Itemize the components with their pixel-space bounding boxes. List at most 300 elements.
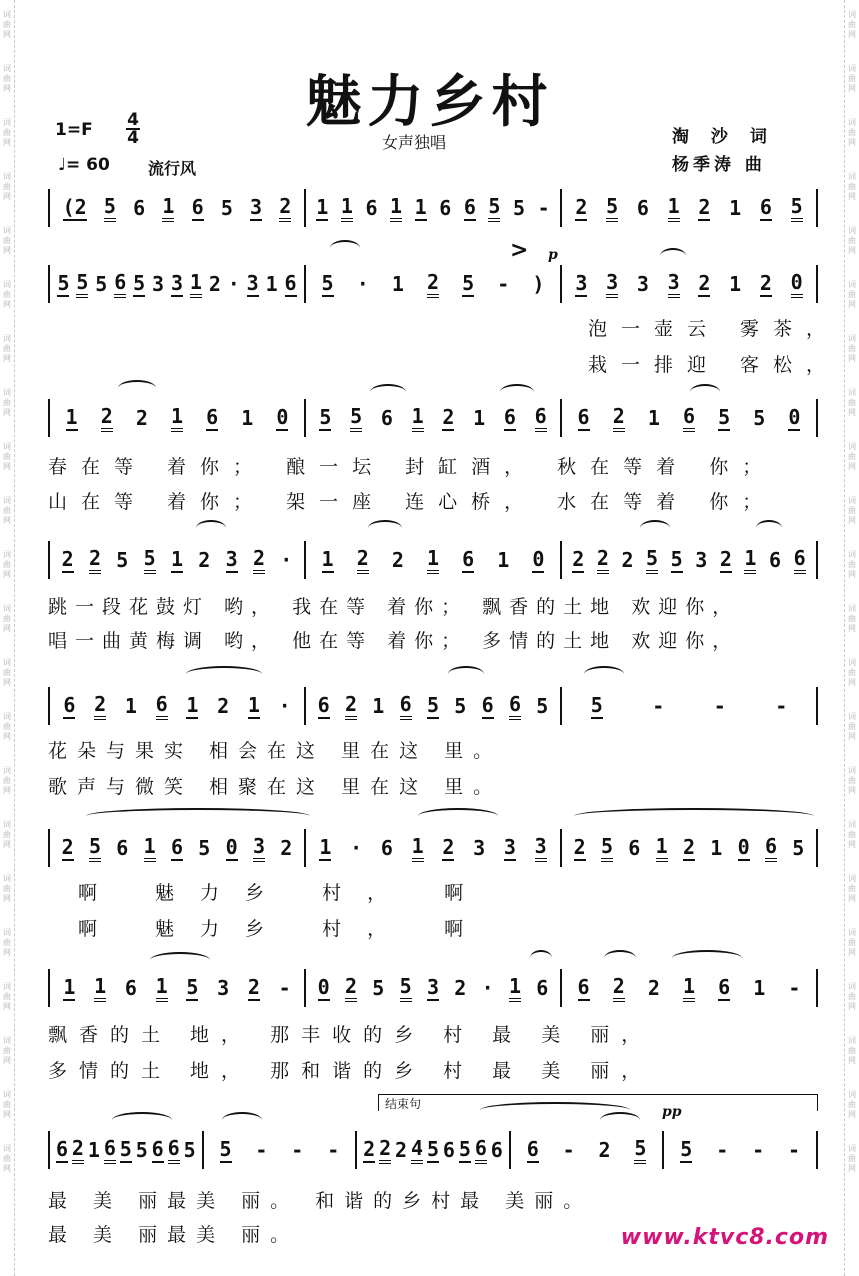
lyric-line: 最 美 丽最美 丽。 和谐的乡村最 美丽。 xyxy=(48,1190,593,1212)
measure xyxy=(562,974,816,1002)
measure xyxy=(50,692,304,720)
note: 2 xyxy=(395,1138,408,1162)
note: - xyxy=(278,976,291,1000)
note: 5 xyxy=(791,194,803,222)
slur-arc xyxy=(600,1112,640,1128)
composer-credit: 杨季涛 曲 xyxy=(672,155,766,175)
note: 5 xyxy=(646,546,658,574)
dynamic-p: p xyxy=(548,247,558,263)
note: 5 xyxy=(104,194,116,222)
slur-arc xyxy=(672,950,742,966)
note: 2 xyxy=(94,692,106,720)
side-watermark-mark: 词 曲 网 xyxy=(3,1090,11,1119)
note: 1 xyxy=(372,694,385,718)
note: 6 xyxy=(151,1137,164,1161)
slur-arc xyxy=(756,520,782,536)
note: 5 xyxy=(426,693,439,717)
note: 1 xyxy=(321,547,334,571)
note: 6 xyxy=(683,404,695,432)
note: 6 xyxy=(794,546,806,574)
side-watermark-mark: 词 曲 网 xyxy=(848,658,856,687)
lyric-line: 歌声与微笑 相聚在这 里在这 里。 xyxy=(48,776,503,798)
note: 6 xyxy=(509,692,521,720)
note: 1 xyxy=(414,195,427,219)
music-row xyxy=(48,186,818,230)
lyric-line: 花朵与果实 相会在这 里在这 里。 xyxy=(48,740,503,762)
note: 2 xyxy=(682,835,695,859)
side-watermark-mark: 词 曲 网 xyxy=(3,550,11,579)
note: 5 xyxy=(89,834,101,862)
note: - xyxy=(327,1138,340,1162)
note: 2 xyxy=(89,546,101,574)
note: 5 xyxy=(513,196,526,220)
note: 5 xyxy=(133,271,146,295)
note: - xyxy=(787,1138,801,1162)
slur-arc xyxy=(574,808,814,824)
side-watermark-mark: 词 曲 网 xyxy=(848,1036,856,1065)
measure xyxy=(562,546,816,574)
note: (2 xyxy=(62,195,87,219)
side-watermark-mark: 词 曲 网 xyxy=(3,334,11,363)
measure xyxy=(306,834,560,862)
note: 1 xyxy=(729,272,742,296)
note: 6 xyxy=(284,271,297,295)
measure xyxy=(50,404,304,432)
lyric-line: 多情的土 地， 那和谐的乡 村 最 美 丽， xyxy=(48,1060,653,1082)
note: 0 xyxy=(532,547,545,571)
note: 6 xyxy=(168,1136,180,1164)
note: 1 xyxy=(412,404,424,432)
note: 6 xyxy=(55,1137,68,1161)
note: 1 xyxy=(156,974,168,1002)
side-watermark-mark: 词 曲 网 xyxy=(848,64,856,93)
side-watermark-mark: 词 曲 网 xyxy=(3,442,11,471)
side-watermark-mark: 词 曲 网 xyxy=(3,712,11,741)
side-watermark-mark: 词 曲 网 xyxy=(3,1144,11,1173)
note: 6 xyxy=(526,1137,539,1161)
measure xyxy=(562,194,816,222)
note: 2 xyxy=(61,547,74,571)
lyric-line: 飘香的土 地， 那丰收的乡 村 最 美 丽， xyxy=(48,1024,653,1046)
note: 6 xyxy=(759,195,772,219)
slur-arc xyxy=(584,666,624,682)
side-watermark-mark: 词 曲 网 xyxy=(848,280,856,309)
note: 2 xyxy=(345,974,357,1002)
note: 1 xyxy=(94,974,106,1002)
note: 1 xyxy=(190,270,202,298)
side-watermark-mark: 词 曲 网 xyxy=(848,226,856,255)
slur-arc xyxy=(330,240,360,256)
measure xyxy=(306,270,560,298)
note: 5 xyxy=(183,1138,196,1162)
note: 6 xyxy=(114,270,126,298)
note: 6 xyxy=(206,405,219,429)
note: 6 xyxy=(462,547,475,571)
note: 1 xyxy=(753,976,766,1000)
note: · xyxy=(350,836,363,860)
note: 2 xyxy=(575,195,588,219)
note: 2 xyxy=(363,1137,376,1161)
note: 5 xyxy=(462,271,475,295)
note: 6 xyxy=(124,976,137,1000)
note: · xyxy=(280,548,293,572)
side-watermark-mark: 词 曲 网 xyxy=(3,118,11,147)
barline xyxy=(816,265,818,303)
note: 5 xyxy=(458,1137,471,1161)
lyric-line: 栽一排迎 客松， xyxy=(588,354,840,376)
side-watermark-mark: 词 曲 网 xyxy=(848,442,856,471)
note: 1 xyxy=(497,548,510,572)
note: - xyxy=(652,694,665,718)
note: 2 xyxy=(198,548,211,572)
slur-arc xyxy=(660,248,686,264)
note: 5 xyxy=(95,272,108,296)
note: 6 xyxy=(718,975,731,999)
note: 5 xyxy=(198,836,211,860)
side-watermark-mark: 词 曲 网 xyxy=(848,766,856,795)
side-watermark-mark: 词 曲 网 xyxy=(848,928,856,957)
note: 1 xyxy=(265,272,278,296)
note: 3 xyxy=(170,271,184,295)
measure xyxy=(50,270,304,298)
note: 5 xyxy=(670,547,683,571)
note: 5 xyxy=(718,405,731,429)
note: 2 xyxy=(253,546,265,574)
note: 6 xyxy=(577,405,590,429)
side-watermark-mark: 词 曲 网 xyxy=(3,658,11,687)
slur-arc xyxy=(196,520,226,536)
side-watermark-mark: 词 曲 网 xyxy=(3,982,11,1011)
note: 6 xyxy=(380,836,393,860)
slur-arc xyxy=(448,666,484,682)
singer-label: 女声独唱 xyxy=(382,133,447,152)
note: 1 xyxy=(65,405,78,429)
barline xyxy=(816,1131,818,1169)
slur-arc xyxy=(368,520,402,536)
note: 6 xyxy=(63,693,76,717)
note: 2 xyxy=(280,836,293,860)
note: 0 xyxy=(737,835,750,859)
note: 1 xyxy=(247,693,260,717)
note: 6 xyxy=(490,1138,503,1162)
note: 6 xyxy=(104,1136,116,1164)
lyric-line: 泡一壶云 雾茶， xyxy=(588,318,840,340)
note: 0 xyxy=(276,405,289,429)
music-row xyxy=(48,684,818,728)
note: 3 xyxy=(217,976,230,1000)
slur-arc xyxy=(640,520,670,536)
note: 3 xyxy=(575,271,588,295)
note: 5 xyxy=(400,974,412,1002)
note: 6 xyxy=(536,976,549,1000)
slur-arc xyxy=(500,384,534,400)
note: - xyxy=(775,694,788,718)
note: 3 xyxy=(253,834,265,862)
note: - xyxy=(788,976,801,1000)
ending-label: 结束句 xyxy=(385,1097,422,1111)
slur-arc xyxy=(530,950,552,966)
slur-arc xyxy=(418,808,498,824)
note: 1 xyxy=(427,546,439,574)
note: - xyxy=(562,1138,575,1162)
note: 2 xyxy=(759,271,772,295)
note: 6 xyxy=(317,693,330,717)
note: 5 xyxy=(590,693,603,717)
slur-arc xyxy=(118,380,156,396)
note: 1 xyxy=(241,406,254,430)
note: - xyxy=(497,272,510,296)
lyric-line: 春在等 着你； 酿一坛 封缸酒， 秋在等着 你； xyxy=(48,456,776,478)
side-watermark-mark: 词 曲 网 xyxy=(848,172,856,201)
side-watermark-mark: 词 曲 网 xyxy=(3,1036,11,1065)
note: 2 xyxy=(391,548,404,572)
note: 2 xyxy=(598,1138,611,1162)
side-watermark-mark: 词 曲 网 xyxy=(848,1090,856,1119)
note: 6 xyxy=(116,836,129,860)
note: 6 xyxy=(400,692,412,720)
note: 5 xyxy=(488,194,500,222)
note: · xyxy=(227,272,240,296)
note: ) xyxy=(532,272,545,296)
measure xyxy=(511,1136,663,1164)
note: 3 xyxy=(473,836,486,860)
note: 1 xyxy=(390,194,402,222)
note: 6 xyxy=(769,548,782,572)
note: 1 xyxy=(656,834,668,862)
note: 6 xyxy=(765,834,777,862)
accent-mark: > xyxy=(510,238,529,263)
note: 4 xyxy=(411,1136,423,1164)
note: 6 xyxy=(133,196,146,220)
side-watermark-mark: 词 曲 网 xyxy=(3,874,11,903)
music-row xyxy=(48,538,818,582)
note: 2 xyxy=(208,272,221,296)
barline xyxy=(816,541,818,579)
note: 5 xyxy=(186,975,199,999)
note: 5 xyxy=(426,1137,439,1161)
measure xyxy=(50,834,304,862)
note: 2 xyxy=(454,976,467,1000)
note: 0 xyxy=(791,270,803,298)
note: 2 xyxy=(621,548,634,572)
right-watermark-strip xyxy=(844,0,859,1276)
note: 1 xyxy=(87,1138,100,1162)
side-watermark-mark: 词 曲 网 xyxy=(848,604,856,633)
note: 1 xyxy=(509,974,521,1002)
note: 5 xyxy=(606,194,618,222)
note: 1 xyxy=(316,195,329,219)
music-row xyxy=(48,396,818,440)
measure xyxy=(562,693,816,719)
slur-arc xyxy=(186,666,262,682)
style-marking: 流行风 xyxy=(148,159,197,178)
note: 2 xyxy=(442,405,455,429)
time-signature: 4 4 xyxy=(127,110,139,148)
note: 6 xyxy=(503,405,516,429)
note: 5 xyxy=(76,270,88,298)
slur-arc xyxy=(690,384,720,400)
side-watermark-mark: 词 曲 网 xyxy=(3,172,11,201)
slur-arc xyxy=(222,1112,262,1128)
note: 5 xyxy=(792,836,805,860)
key-signature: 1=F xyxy=(55,120,93,140)
note: 6 xyxy=(535,404,547,432)
note: 1 xyxy=(647,406,660,430)
note: - xyxy=(713,694,726,718)
measure xyxy=(50,1136,202,1164)
barline xyxy=(816,969,818,1007)
left-watermark-strip xyxy=(0,0,15,1276)
music-row xyxy=(48,966,818,1010)
note: 5 xyxy=(536,694,549,718)
note: 2 xyxy=(698,195,711,219)
note: 6 xyxy=(380,406,393,430)
measure xyxy=(306,194,560,222)
side-watermark-mark: 词 曲 网 xyxy=(3,388,11,417)
note: - xyxy=(752,1138,765,1162)
note: 1 xyxy=(683,974,695,1002)
note: 2 xyxy=(217,694,230,718)
note: 6 xyxy=(628,836,641,860)
note: 2 xyxy=(357,546,369,574)
note: 2 xyxy=(573,835,586,859)
side-watermark-mark: 词 曲 网 xyxy=(848,874,856,903)
side-watermark-mark: 词 曲 网 xyxy=(3,496,11,525)
note: 5 xyxy=(753,406,766,430)
measure xyxy=(562,270,816,298)
note: 0 xyxy=(788,405,801,429)
measure xyxy=(562,834,816,862)
side-watermark-mark: 词 曲 网 xyxy=(3,766,11,795)
measure xyxy=(306,404,560,432)
note: 0 xyxy=(317,975,330,999)
note: 5 xyxy=(57,271,70,295)
side-watermark-mark: 词 曲 网 xyxy=(3,604,11,633)
note: 3 xyxy=(246,271,259,295)
side-watermark-mark: 词 曲 网 xyxy=(3,64,11,93)
barline xyxy=(816,829,818,867)
note: 1 xyxy=(171,404,183,432)
note: 2 xyxy=(72,1136,84,1164)
measure xyxy=(50,194,304,222)
slur-arc xyxy=(86,808,310,824)
note: 1 xyxy=(124,694,137,718)
note: 5 xyxy=(321,271,334,295)
note: 1 xyxy=(668,194,680,222)
note: 5 xyxy=(119,1137,132,1161)
note: 6 xyxy=(577,975,590,999)
note: 6 xyxy=(636,196,649,220)
note: - xyxy=(255,1138,268,1162)
note: 2 xyxy=(613,974,625,1002)
note: - xyxy=(291,1138,304,1162)
side-watermark-mark: 词 曲 网 xyxy=(848,496,856,525)
note: 5 xyxy=(116,548,129,572)
note: 2 xyxy=(698,271,711,295)
side-watermark-mark: 词 曲 网 xyxy=(848,10,856,39)
slur-arc xyxy=(604,950,636,966)
music-row xyxy=(48,826,818,870)
note: 3 xyxy=(225,547,238,571)
note: · xyxy=(481,976,494,1000)
note: 5 xyxy=(634,1136,646,1164)
note: 2 xyxy=(247,975,260,999)
note: 5 xyxy=(454,694,467,718)
note: 3 xyxy=(636,272,649,296)
note: 5 xyxy=(219,1137,232,1161)
measure xyxy=(50,974,304,1002)
lyric-line: 啊 魅力乡 村， 啊 xyxy=(78,882,490,904)
note: 1 xyxy=(391,272,404,296)
note: · xyxy=(278,694,291,718)
side-watermark-mark: 词 曲 网 xyxy=(848,712,856,741)
side-watermark-mark: 词 曲 网 xyxy=(848,982,856,1011)
tempo-marking: ♩= 60 xyxy=(58,155,110,175)
note: 2 xyxy=(101,404,113,432)
note: 1 xyxy=(473,406,486,430)
note: 1 xyxy=(710,836,723,860)
side-watermark-mark: 词 曲 网 xyxy=(848,550,856,579)
side-watermark-mark: 词 曲 网 xyxy=(848,820,856,849)
lyric-line: 跳一段花鼓灯 哟， 我在等 着你； 飘香的土地 欢迎你， xyxy=(48,596,740,618)
note: 6 xyxy=(191,195,204,219)
note: 3 xyxy=(668,270,680,298)
measure xyxy=(306,546,560,574)
note: 1 xyxy=(144,834,156,862)
side-watermark-mark: 词 曲 网 xyxy=(848,388,856,417)
note: 3 xyxy=(426,975,439,999)
note: · xyxy=(356,272,369,296)
note: 3 xyxy=(503,835,516,859)
note: 2 xyxy=(61,835,74,859)
side-watermark-mark: 词 曲 网 xyxy=(848,1144,856,1173)
site-watermark: www.ktvc8.com xyxy=(620,1225,829,1250)
note: 2 xyxy=(379,1136,391,1164)
note: 3 xyxy=(606,270,618,298)
measure xyxy=(50,546,304,574)
note: 6 xyxy=(439,196,452,220)
note: - xyxy=(537,196,550,220)
note: 2 xyxy=(442,835,455,859)
music-row xyxy=(48,1128,818,1172)
note: 2 xyxy=(345,692,357,720)
measure xyxy=(562,404,816,432)
side-watermark-mark: 词 曲 网 xyxy=(3,928,11,957)
note: 1 xyxy=(186,693,199,717)
lyric-line: 山在等 着你； 架一座 连心桥， 水在等着 你； xyxy=(48,491,776,513)
note: 2 xyxy=(613,404,625,432)
note: 2 xyxy=(719,547,732,571)
note: 1 xyxy=(162,194,174,222)
lyric-line: 唱一曲黄梅调 哟， 他在等 着你； 多情的土地 欢迎你， xyxy=(48,630,740,652)
note: 5 xyxy=(350,404,362,432)
note: 6 xyxy=(481,693,494,717)
note: 2 xyxy=(597,546,609,574)
barline xyxy=(816,189,818,227)
note: 5 xyxy=(601,834,613,862)
note: 5 xyxy=(220,196,233,220)
note: 5 xyxy=(372,976,385,1000)
barline xyxy=(816,687,818,725)
note: 1 xyxy=(412,834,424,862)
side-watermark-mark: 词 曲 网 xyxy=(3,820,11,849)
measure xyxy=(306,692,560,720)
measure xyxy=(664,1137,816,1163)
note: 1 xyxy=(63,975,76,999)
note: 1 xyxy=(341,194,353,222)
note: 2 xyxy=(647,976,660,1000)
note: 5 xyxy=(680,1137,693,1161)
